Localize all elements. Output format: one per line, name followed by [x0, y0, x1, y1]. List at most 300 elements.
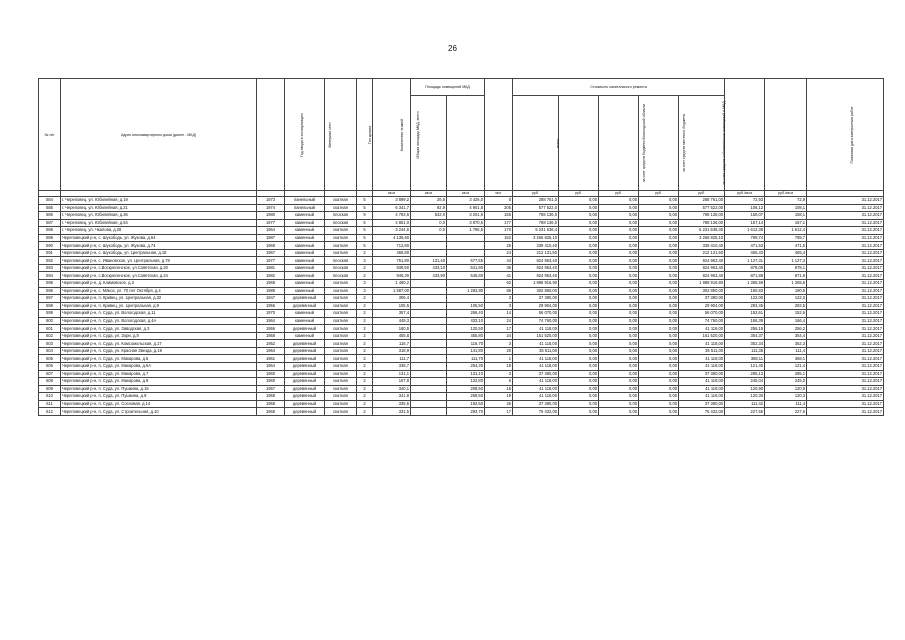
table-cell: 4 136,60: [373, 234, 411, 242]
table-cell: 212 131,50: [513, 249, 559, 257]
table-cell: 288 761,00: [679, 197, 725, 205]
table-cell: [411, 378, 447, 386]
table-cell: 132,80: [447, 378, 485, 386]
unit-cell: руб.: [559, 191, 599, 197]
table-cell: 31.12.2017: [807, 249, 884, 257]
table-cell: 31.12.2017: [807, 197, 884, 205]
table-cell: 367,4: [373, 310, 411, 318]
table-cell: 4 851,0: [373, 219, 411, 227]
table-cell: 1: [485, 355, 513, 363]
table-cell: 31.12.2017: [807, 310, 884, 318]
table-cell: г. Череповец, ул. Чкалова, д.28: [61, 227, 257, 235]
table-cell: 592: [39, 257, 61, 265]
table-cell: 122,0: [765, 295, 807, 303]
table-cell: 3: [357, 257, 373, 265]
table-cell: 41 118,00: [679, 340, 725, 348]
table-cell: 471,53: [725, 242, 765, 250]
table-cell: [411, 249, 447, 257]
table-row: [39, 264, 884, 272]
table-cell: 0,00: [599, 302, 639, 310]
table-cell: 41 118,00: [679, 385, 725, 393]
table-cell: г. Череповец, ул. Юбилейная, д.54: [61, 219, 257, 227]
table-cell: 541,90: [447, 264, 485, 272]
table-cell: 602: [39, 332, 61, 340]
table-cell: 56 070,00: [679, 310, 725, 318]
table-row: [39, 393, 884, 401]
table-cell: 0,00: [639, 332, 679, 340]
table-cell: 0,00: [639, 197, 679, 205]
table-cell: 0,00: [599, 340, 639, 348]
table-cell: 31.12.2017: [807, 219, 884, 227]
table-cell: Череповецкий р-н, п. Суда, ул. Пушкина, д.15: [61, 385, 257, 393]
table-cell: [411, 385, 447, 393]
table-cell: 31.12.2017: [807, 227, 884, 235]
table-cell: 824 963,40: [679, 257, 725, 265]
table-cell: 302 850,00: [679, 287, 725, 295]
table-cell: 245,0: [765, 378, 807, 386]
page-number: 26: [448, 44, 457, 53]
table-cell: 37 380,00: [513, 295, 559, 303]
table-row: [39, 212, 884, 220]
table-cell: 465,4: [765, 249, 807, 257]
table-cell: каменный: [285, 257, 325, 265]
table-cell: деревянный: [285, 400, 325, 408]
table-cell: 31.12.2017: [807, 355, 884, 363]
table-cell: деревянный: [285, 378, 325, 386]
table-cell: 0,00: [559, 234, 599, 242]
table-cell: 41 118,00: [513, 393, 559, 401]
unit-cell: руб.: [513, 191, 559, 197]
table-row: [39, 408, 884, 416]
table-cell: Череповецкий р-н, п. Кривец, ул. Центральная, д.9: [61, 302, 257, 310]
table-cell: 37 380,00: [679, 370, 725, 378]
table-cell: 152,61: [725, 310, 765, 318]
table-cell: 542,0: [411, 212, 447, 220]
unit-cell: руб.: [599, 191, 639, 197]
table-cell: [411, 355, 447, 363]
table-cell: 1 612,38: [725, 227, 765, 235]
header-material: Материал стен: [285, 79, 325, 191]
table-cell: 31.12.2017: [807, 295, 884, 303]
table-cell: 108,1: [765, 204, 807, 212]
table-cell: Череповецкий р-н, п. Суда, ул. Вологодская, д.4А: [61, 317, 257, 325]
table-cell: 465,43: [725, 249, 765, 257]
table-cell: 607: [39, 370, 61, 378]
table-cell: 1981: [257, 264, 285, 272]
table-cell: Череповецкий р-н, п. Суда, ул. Строительная, д.10: [61, 408, 257, 416]
table-cell: 0,00: [639, 234, 679, 242]
table-cell: деревянный: [285, 385, 325, 393]
table-cell: 41 118,00: [679, 355, 725, 363]
table-cell: 41 118,00: [679, 393, 725, 401]
table-cell: 212 131,50: [679, 249, 725, 257]
table-cell: 788 136,0: [513, 212, 559, 220]
table-cell: 29 904,00: [679, 302, 725, 310]
table-cell: 2: [357, 393, 373, 401]
table-cell: [411, 332, 447, 340]
table-cell: 18: [485, 363, 513, 371]
table-cell: 339 410,40: [679, 242, 725, 250]
table-cell: 712,80: [373, 242, 411, 250]
table-cell: 0,00: [639, 227, 679, 235]
table-cell: г. Череповец, ул. Юбилейная, д.36: [61, 212, 257, 220]
table-cell: 31.12.2017: [807, 347, 884, 355]
table-cell: 111,70: [447, 355, 485, 363]
table-cell: 37 380,00: [679, 295, 725, 303]
table-cell: 1952: [257, 340, 285, 348]
table-cell: 0,00: [639, 249, 679, 257]
table-cell: каменный: [285, 242, 325, 250]
table-cell: 155: [485, 212, 513, 220]
header-group-area: Площадь помещений МКД: [411, 79, 485, 96]
table-row: [39, 400, 884, 408]
table-cell: 0: [485, 197, 513, 205]
table-cell: скатная: [325, 340, 357, 348]
table-cell: 17: [485, 325, 513, 333]
header-floors: Количество этажей: [357, 79, 373, 191]
table-cell: 0,00: [639, 242, 679, 250]
table-cell: 3 426,0: [447, 197, 485, 205]
register-sheet: [38, 78, 883, 416]
table-cell: 2: [357, 355, 373, 363]
table-cell: скатная: [325, 242, 357, 250]
table-cell: 331,5: [373, 408, 411, 416]
table-cell: 788 136,00: [679, 219, 725, 227]
table-cell: 871,89: [725, 272, 765, 280]
table-cell: 56 070,00: [513, 310, 559, 318]
table-cell: 31.12.2017: [807, 302, 884, 310]
table-cell: [411, 317, 447, 325]
table-cell: 0,00: [559, 310, 599, 318]
table-cell: 1977: [257, 257, 285, 265]
table-cell: 31.12.2017: [807, 212, 884, 220]
table-cell: 0,00: [599, 219, 639, 227]
table-cell: 29 904,00: [513, 302, 559, 310]
header-total-area: Общая площадь МКД, всего: [373, 79, 411, 191]
table-row: [39, 317, 884, 325]
table-cell: 824 963,40: [513, 272, 559, 280]
table-cell: 878,09: [725, 264, 765, 272]
table-cell: скатная: [325, 347, 357, 355]
table-cell: 111,7: [373, 355, 411, 363]
table-cell: деревянный: [285, 295, 325, 303]
table-cell: 121,40: [725, 363, 765, 371]
table-cell: скатная: [325, 385, 357, 393]
table-cell: 36: [485, 264, 513, 272]
table-cell: 31.12.2017: [807, 340, 884, 348]
table-cell: 946,30: [373, 272, 411, 280]
table-cell: 190,83: [725, 287, 765, 295]
table-cell: 824 963,40: [679, 264, 725, 272]
table-cell: 0,00: [639, 393, 679, 401]
table-cell: скатная: [325, 310, 357, 318]
table-cell: 1960: [257, 370, 285, 378]
table-cell: 160,5: [373, 325, 411, 333]
table-cell: 3: [485, 295, 513, 303]
table-cell: [447, 249, 485, 257]
table-cell: 111,35: [725, 347, 765, 355]
table-cell: 141,80: [447, 347, 485, 355]
table-cell: 111,42: [725, 400, 765, 408]
table-cell: 0,00: [559, 317, 599, 325]
table-cell: скатная: [325, 249, 357, 257]
table-cell: Череповецкий р-н, п. Суда, ул. Красная Звезда, д.19: [61, 347, 257, 355]
table-cell: 2: [357, 363, 373, 371]
table-cell: 131,1: [373, 370, 411, 378]
table-cell: 120,50: [447, 325, 485, 333]
table-cell: 597: [39, 295, 61, 303]
table-cell: [411, 340, 447, 348]
table-cell: 1969: [257, 242, 285, 250]
table-cell: 6 341,7: [373, 204, 411, 212]
table-cell: 227,6: [765, 408, 807, 416]
table-cell: 41 118,00: [679, 363, 725, 371]
table-cell: 0,00: [639, 347, 679, 355]
table-cell: 0,00: [559, 204, 599, 212]
table-cell: 5: [357, 197, 373, 205]
table-cell: плоская: [325, 212, 357, 220]
table-cell: 24: [485, 249, 513, 257]
table-cell: 1 587,00: [373, 287, 411, 295]
table-cell: 0,00: [639, 355, 679, 363]
table-cell: 283,45: [725, 302, 765, 310]
table-cell: 2: [357, 332, 373, 340]
table-cell: 0,00: [599, 347, 639, 355]
table-cell: 0,00: [639, 310, 679, 318]
table-cell: 283,5: [765, 302, 807, 310]
table-cell: 0,00: [559, 264, 599, 272]
table-cell: [411, 280, 447, 288]
table-cell: 824 963,40: [679, 272, 725, 280]
table-cell: 0,00: [599, 249, 639, 257]
table-cell: 584: [39, 197, 61, 205]
table-cell: Череповецкий р-н, п. Суда, ул. Макарова, д.9: [61, 378, 257, 386]
table-cell: 105,5: [373, 302, 411, 310]
table-cell: 111,4: [765, 347, 807, 355]
table-cell: 31.12.2017: [807, 325, 884, 333]
table-cell: деревянный: [285, 393, 325, 401]
table-cell: 0,00: [559, 227, 599, 235]
table-cell: 18: [485, 385, 513, 393]
table-cell: 256,2: [765, 325, 807, 333]
table-cell: 0,00: [559, 393, 599, 401]
table-cell: 751,80: [373, 257, 411, 265]
table-cell: каменный: [285, 234, 325, 242]
table-cell: 1982: [257, 272, 285, 280]
header-num: № п/п: [39, 79, 61, 191]
table-cell: 455,80: [447, 332, 485, 340]
table-cell: скатная: [325, 393, 357, 401]
table-cell: 1947: [257, 295, 285, 303]
table-cell: 256,19: [725, 325, 765, 333]
table-cell: панельный: [285, 197, 325, 205]
table-cell: Череповецкий р-н, п. Суда, ул. Сосновая, д.14: [61, 400, 257, 408]
table-cell: 1958: [257, 393, 285, 401]
table-row: [39, 234, 884, 242]
table-cell: 75 432,00: [513, 408, 559, 416]
table-cell: 0,00: [559, 408, 599, 416]
table-cell: 285,13: [725, 370, 765, 378]
table-cell: 1958: [257, 400, 285, 408]
table-cell: 0,0: [411, 219, 447, 227]
table-cell: скатная: [325, 332, 357, 340]
table-cell: 871,9: [765, 272, 807, 280]
table-cell: 41 118,00: [513, 340, 559, 348]
table-cell: 31.12.2017: [807, 257, 884, 265]
table-cell: 31.12.2017: [807, 385, 884, 393]
table-cell: 611: [39, 400, 61, 408]
table-cell: 31.12.2017: [807, 287, 884, 295]
header-cost-mun: за счет средств местного бюджета: [639, 96, 679, 191]
table-cell: скатная: [325, 197, 357, 205]
table-cell: [411, 400, 447, 408]
table-cell: 285,1: [765, 370, 807, 378]
table-cell: 0,00: [559, 400, 599, 408]
table-cell: [411, 408, 447, 416]
table-cell: 2: [357, 302, 373, 310]
header-max-cost: [765, 79, 807, 191]
table-cell: 789,7: [765, 234, 807, 242]
table-cell: Череповецкий р-н, с. Шухободь, ул. Жукова, д.74: [61, 242, 257, 250]
table-cell: 1961: [257, 355, 285, 363]
table-cell: 1987: [257, 234, 285, 242]
table-row: [39, 219, 884, 227]
table-cell: 590: [39, 242, 61, 250]
unit-cell: руб./кв.м: [765, 191, 807, 197]
table-cell: 41 118,00: [513, 355, 559, 363]
table-cell: 1980: [257, 212, 285, 220]
table-cell: 0,00: [639, 204, 679, 212]
table-cell: Череповецкий р-н, п. Суда, ул. Макарова, д.7: [61, 370, 257, 378]
table-cell: скатная: [325, 317, 357, 325]
table-row: [39, 363, 884, 371]
table-cell: [411, 363, 447, 371]
table-cell: 595: [39, 280, 61, 288]
unit-cell: руб.: [639, 191, 679, 197]
table-cell: Череповецкий р-н, п. Суда, ул. Пушкина, д.9: [61, 393, 257, 401]
table-cell: [411, 295, 447, 303]
table-cell: 789,74: [725, 234, 765, 242]
table-cell: 0,00: [559, 340, 599, 348]
table-cell: 4 783,6: [373, 212, 411, 220]
table-cell: 0,00: [599, 355, 639, 363]
table-cell: 120,90: [725, 385, 765, 393]
table-cell: 6: [485, 378, 513, 386]
table-cell: 31.12.2017: [807, 378, 884, 386]
unit-cell: кв.м: [411, 191, 447, 197]
table-cell: 31.12.2017: [807, 234, 884, 242]
table-cell: 74 760,00: [679, 317, 725, 325]
table-cell: 0,00: [559, 287, 599, 295]
table-cell: 824 963,40: [513, 264, 559, 272]
table-cell: 157,1: [765, 219, 807, 227]
table-cell: 1 460,2: [373, 280, 411, 288]
table-cell: 0,00: [599, 385, 639, 393]
table-cell: 2: [357, 249, 373, 257]
table-cell: 0,00: [599, 287, 639, 295]
table-cell: 17: [485, 408, 513, 416]
table-cell: плоская: [325, 257, 357, 265]
table-cell: 37 380,00: [513, 400, 559, 408]
table-cell: Череповецкий р-н, д. Климовское, д.3: [61, 280, 257, 288]
table-cell: [411, 393, 447, 401]
table-cell: плоская: [325, 272, 357, 280]
table-cell: 465,80: [373, 249, 411, 257]
unit-cell: кв.м: [373, 191, 411, 197]
table-cell: 1970: [257, 310, 285, 318]
table-row: [39, 347, 884, 355]
table-cell: 116,70: [447, 340, 485, 348]
table-cell: 1964: [257, 347, 285, 355]
table-row: [39, 355, 884, 363]
table-cell: 26,6: [411, 197, 447, 205]
table-cell: 2: [357, 272, 373, 280]
table-cell: 31.12.2017: [807, 393, 884, 401]
table-cell: 0,00: [559, 332, 599, 340]
table-cell: 354,4: [765, 332, 807, 340]
table-cell: 0,00: [559, 197, 599, 205]
table-cell: 5 231 538,4: [513, 227, 559, 235]
table-cell: скатная: [325, 295, 357, 303]
table-cell: 227,55: [725, 408, 765, 416]
table-cell: 157,14: [725, 219, 765, 227]
table-cell: 0,00: [559, 370, 599, 378]
table-cell: 0,00: [639, 280, 679, 288]
table-cell: 608: [39, 378, 61, 386]
table-cell: Череповецкий р-н, с.Воскресенское, ул.Советская, д.24: [61, 272, 257, 280]
table-cell: 0,00: [599, 408, 639, 416]
table-cell: 122,00: [725, 295, 765, 303]
table-cell: 1958: [257, 332, 285, 340]
table-cell: 596: [39, 287, 61, 295]
table-cell: скатная: [325, 280, 357, 288]
table-cell: 0,00: [639, 378, 679, 386]
table-cell: 0,00: [559, 212, 599, 220]
table-cell: 1 283,80: [447, 287, 485, 295]
table-cell: 41 118,00: [679, 325, 725, 333]
table-cell: 1 612,4: [765, 227, 807, 235]
table-cell: каменный: [285, 227, 325, 235]
header-area-b: [447, 96, 485, 191]
table-cell: [447, 280, 485, 288]
table-cell: 605: [39, 355, 61, 363]
table-cell: 170: [485, 227, 513, 235]
table-cell: 24: [485, 332, 513, 340]
table-cell: 3 266 825,10: [513, 234, 559, 242]
table-cell: Череповецкий р-н, п. Суда, ул. Вологодская, д.11: [61, 310, 257, 318]
table-cell: 433,90: [411, 272, 447, 280]
table-cell: 5: [357, 227, 373, 235]
table-cell: 111,4: [765, 400, 807, 408]
table-cell: 1 365,59: [725, 280, 765, 288]
table-cell: 208,50: [447, 385, 485, 393]
header-address: Адрес многоквартирного дома (далее - МКД): [61, 79, 257, 191]
table-cell: 0,00: [639, 264, 679, 272]
table-cell: 0,00: [599, 197, 639, 205]
table-cell: 0,00: [599, 332, 639, 340]
table-cell: 31.12.2017: [807, 370, 884, 378]
table-cell: [411, 302, 447, 310]
table-cell: 352,34: [725, 340, 765, 348]
table-row: [39, 370, 884, 378]
table-row: [39, 280, 884, 288]
table-cell: 74 760,00: [513, 317, 559, 325]
table-cell: 1964: [257, 363, 285, 371]
table-cell: 339 410,40: [513, 242, 559, 250]
table-cell: 1956: [257, 325, 285, 333]
table-cell: 120,9: [765, 385, 807, 393]
table-cell: 433,10: [411, 264, 447, 272]
